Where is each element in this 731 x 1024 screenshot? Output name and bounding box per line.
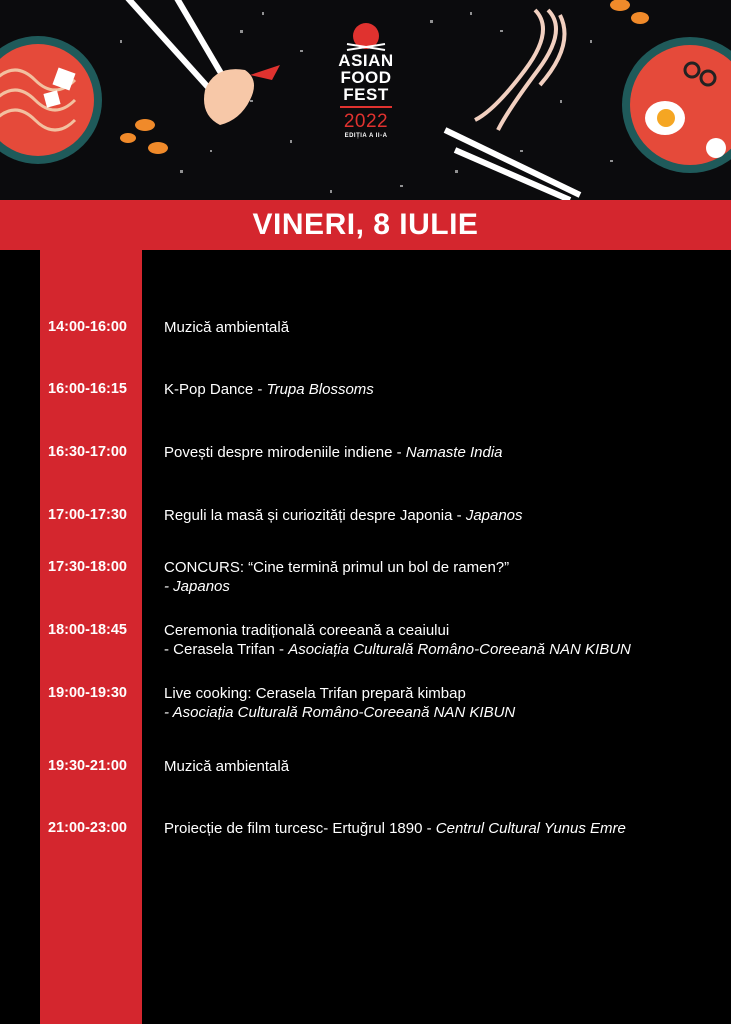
event-host-cont: Asociația Culturală Româno-Coreeană NAN KIBUN <box>288 641 631 658</box>
event-title: Proiecție de film turcesc- Ertuğrul 1890 - <box>164 820 436 837</box>
logo-line-3: FEST <box>343 85 389 104</box>
schedule-time: 17:30-18:00 <box>48 559 127 575</box>
header-illustration <box>0 0 731 200</box>
schedule-description <box>164 621 724 659</box>
event-title: Muzică ambientală <box>164 758 290 775</box>
rising-sun-icon <box>343 22 389 52</box>
logo-divider <box>340 106 392 108</box>
event-host: Namaste India <box>405 444 503 461</box>
ramen-bowl-right-icon <box>622 37 731 173</box>
schedule-time: 18:00-18:45 <box>48 622 127 638</box>
schedule-time: 19:30-21:00 <box>48 758 127 774</box>
event-title: CONCURS: “Cine termină primul un bol de ramen?” <box>164 559 510 576</box>
logo-line-2: FOOD <box>340 68 392 87</box>
event-title: Ceremonia tradițională coreeană a ceaiului <box>164 622 450 639</box>
day-title: VINERI, 8 IULIE <box>0 200 731 250</box>
logo-year: 2022 <box>343 111 389 132</box>
event-title: K-Pop Dance - <box>164 381 267 398</box>
event-title: Povești despre mirodeniile indiene - <box>164 444 406 461</box>
schedule-time: 19:00-19:30 <box>48 685 127 701</box>
schedule-time: 17:00-17:30 <box>48 507 127 523</box>
schedule-description <box>164 443 724 462</box>
event-title: Live cooking: Cerasela Trifan prepară kimbap <box>164 685 466 702</box>
logo-edition: EDIȚIA A II-A <box>344 133 388 139</box>
schedule-description <box>164 819 724 838</box>
event-title-cont: - Cerasela Trifan - <box>164 641 289 658</box>
schedule-description <box>164 558 724 596</box>
chopsticks-shrimp-icon <box>120 0 280 154</box>
schedule-time: 21:00-23:00 <box>48 820 127 836</box>
schedule-description <box>164 684 724 722</box>
schedule-description <box>164 380 724 399</box>
schedule-time: 16:30-17:00 <box>48 444 127 460</box>
event-host-cont: - Japanos <box>164 578 230 595</box>
event-host-cont: - Asociația Culturală Româno-Coreeană NAN KIBUN <box>164 704 516 721</box>
schedule-description <box>164 318 724 337</box>
noodles-chopsticks-icon <box>445 0 649 200</box>
festival-logo <box>316 22 416 140</box>
schedule-time: 16:00-16:15 <box>48 381 127 397</box>
schedule-time: 14:00-16:00 <box>48 319 127 335</box>
logo-line-1: ASIAN <box>338 51 394 70</box>
event-host: Centrul Cultural Yunus Emre <box>435 820 626 837</box>
event-host: Japanos <box>465 507 523 524</box>
event-host: Trupa Blossoms <box>266 381 374 398</box>
event-title: Reguli la masă și curiozități despre Japonia - <box>164 507 466 524</box>
ramen-bowl-left-icon <box>0 36 102 164</box>
schedule-description <box>164 506 724 525</box>
event-title: Muzică ambientală <box>164 319 290 336</box>
schedule-description <box>164 757 724 776</box>
